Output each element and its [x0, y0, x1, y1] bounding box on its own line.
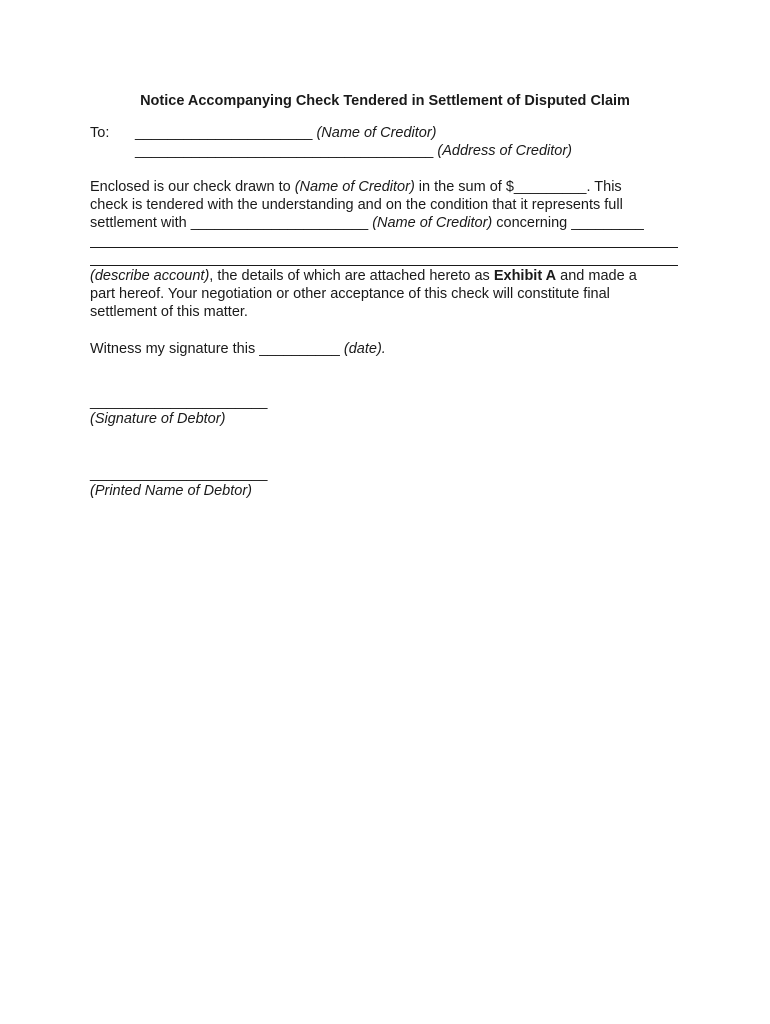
body-text: in the sum of $_________. This [414, 179, 622, 195]
creditor-address-blank: _____________________________________ [135, 143, 434, 159]
creditor-name-line [135, 124, 437, 142]
body-text: concerning _________ [492, 215, 644, 231]
body-text: and made a [556, 268, 637, 284]
body-text: , the details of which are attached hereto as [209, 268, 494, 284]
creditor-hint: (Name of Creditor) [294, 179, 415, 195]
witness-text: Witness my signature this __________ [90, 341, 344, 357]
creditor-name-blank: ______________________ [135, 125, 313, 141]
to-label: To: [90, 125, 110, 141]
account-blank-line-1 [90, 247, 678, 248]
describe-account-hint: (describe account) [90, 268, 210, 284]
signature-label: (Signature of Debtor) [90, 411, 226, 427]
signature-blank: ______________________ [90, 394, 268, 410]
body-text: settlement with ______________________ [90, 215, 373, 231]
creditor-hint: (Name of Creditor) [372, 215, 493, 231]
document-title: Notice Accompanying Check Tendered in Settlement of Disputed Claim [140, 93, 630, 109]
body-text: Enclosed is our check drawn to [90, 179, 295, 195]
creditor-address-hint: (Address of Creditor) [437, 143, 572, 159]
body-line-3 [90, 214, 644, 232]
body-line-7: part hereof. Your negotiation or other acceptance of this check will constitute final [90, 286, 610, 302]
printed-name-blank: ______________________ [90, 466, 268, 482]
body-line-1 [90, 178, 622, 196]
body-line-2: check is tendered with the understanding and on the condition that it represents full [90, 197, 623, 213]
account-blank-line-2 [90, 265, 678, 266]
printed-name-label: (Printed Name of Debtor) [90, 483, 252, 499]
creditor-address-line [135, 142, 572, 160]
creditor-name-hint: (Name of Creditor) [316, 125, 437, 141]
witness-line [90, 340, 386, 358]
exhibit-reference: Exhibit A [493, 268, 557, 284]
body-line-8: settlement of this matter. [90, 304, 248, 320]
date-hint: (date). [343, 341, 386, 357]
body-line-6 [90, 267, 637, 285]
